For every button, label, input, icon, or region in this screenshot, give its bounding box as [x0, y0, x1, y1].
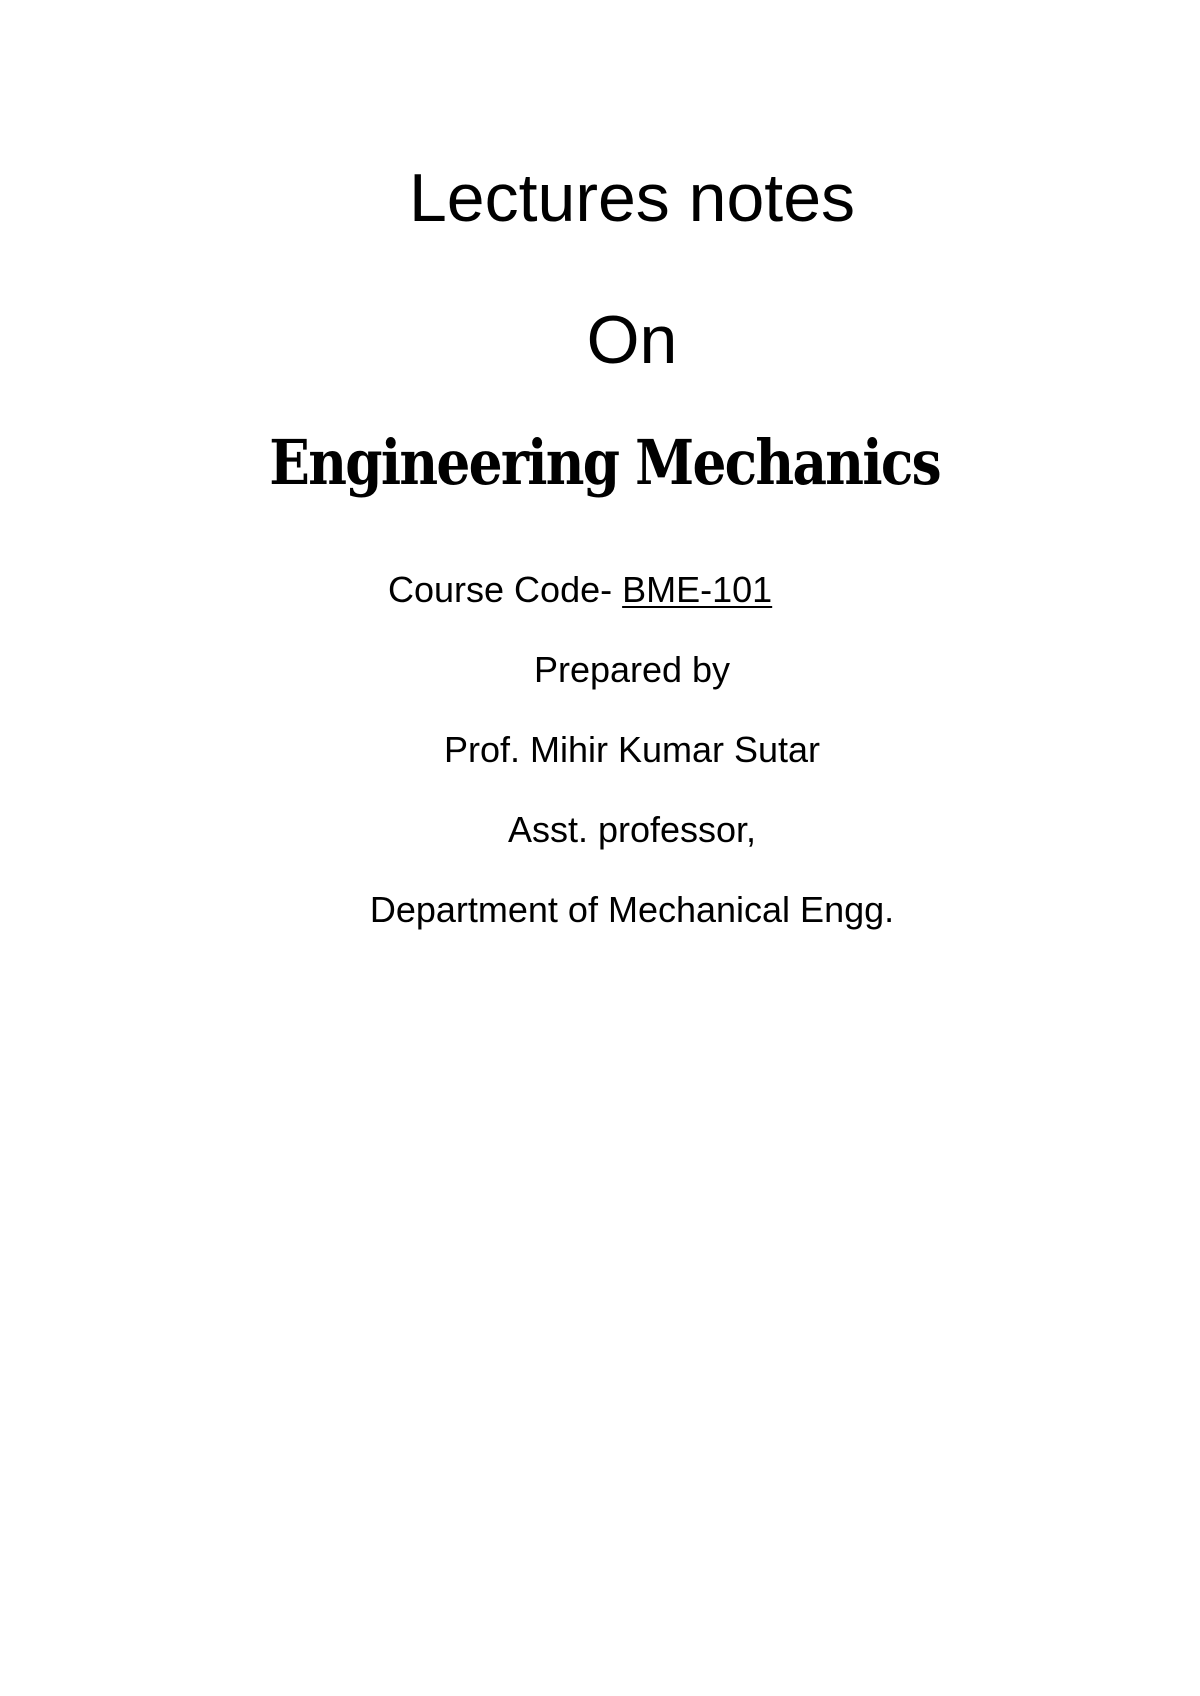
- title-on: On: [586, 302, 678, 378]
- title-lectures-notes: Lectures notes: [408, 160, 856, 236]
- author-name: Prof. Mihir Kumar Sutar: [443, 729, 821, 770]
- course-code-label: Course Code-: [388, 569, 623, 610]
- subject-title: Engineering Mechanics: [269, 426, 940, 499]
- prepared-by-label: Prepared by: [533, 649, 731, 690]
- author-department: Department of Mechanical Engg.: [369, 889, 895, 930]
- course-code-value: BME-101: [622, 569, 773, 610]
- author-position: Asst. professor,: [507, 809, 757, 850]
